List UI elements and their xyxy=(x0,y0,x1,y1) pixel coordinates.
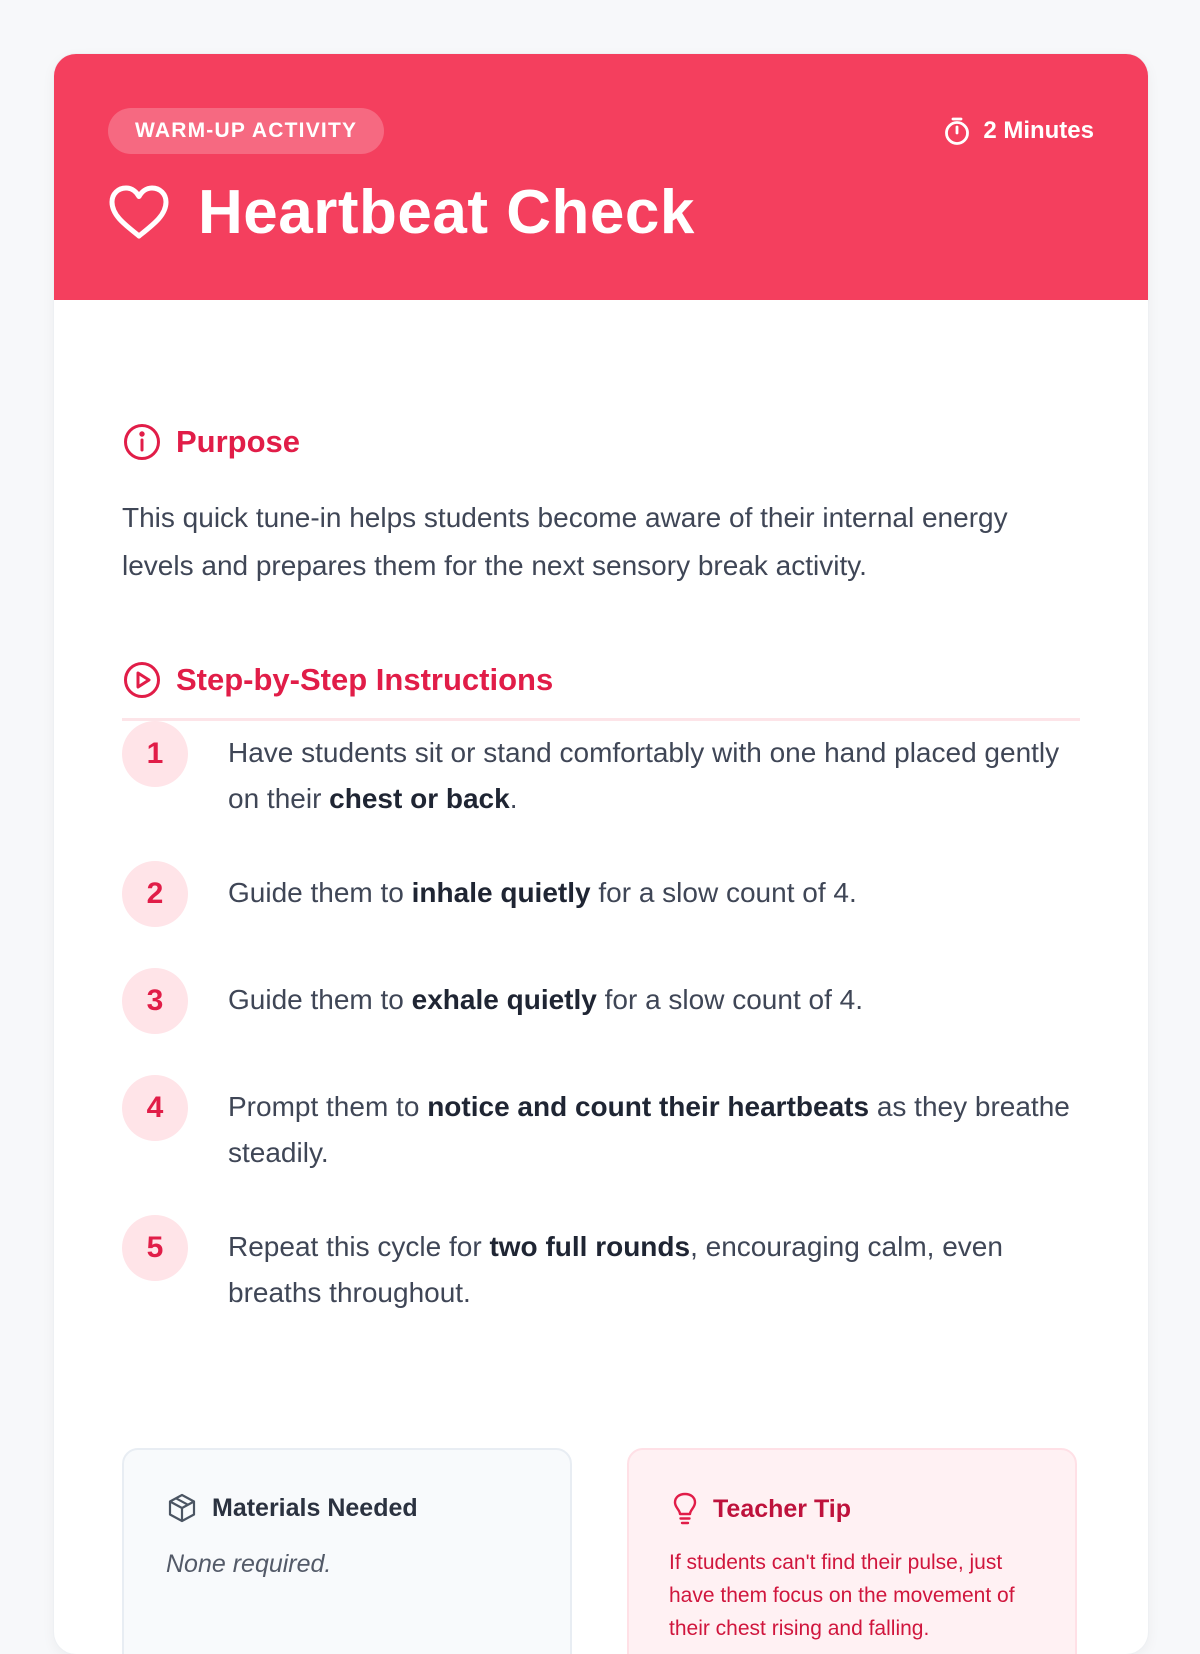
play-circle-icon xyxy=(122,660,162,700)
lightbulb-icon xyxy=(671,1492,699,1526)
step-number-badge: 3 xyxy=(122,968,188,1034)
instructions-heading-text: Step-by-Step Instructions xyxy=(176,662,554,697)
teacher-tip-box xyxy=(627,1448,1077,1654)
purpose-heading-text: Purpose xyxy=(176,424,301,459)
step-number-badge: 4 xyxy=(122,1075,188,1141)
instructions-heading xyxy=(122,660,553,700)
activity-card xyxy=(54,54,1148,1654)
teacher-tip-heading xyxy=(671,1492,851,1526)
info-icon xyxy=(122,422,162,462)
heart-icon xyxy=(108,185,170,241)
materials-text: None required. xyxy=(166,1550,332,1578)
teacher-tip-text: If students can't find their pulse, just have them focus on the movement of their chest rising and falling. xyxy=(669,1551,1015,1640)
timer-icon xyxy=(943,116,971,146)
step-number-badge: 1 xyxy=(122,721,188,787)
step-text: Guide them to inhale quietly for a slow count of 4. xyxy=(228,877,857,908)
materials-box xyxy=(122,1448,572,1654)
duration-label xyxy=(943,113,1094,149)
purpose-text: This quick tune-in helps students become aware of their internal energy levels and prepares them for the next sensory break activity. xyxy=(122,502,1008,581)
section-divider xyxy=(122,718,1080,721)
step-text: Have students sit or stand comfortably with one hand placed gently on their chest or back. xyxy=(228,737,1060,814)
step-text: Guide them to exhale quietly for a slow count of 4. xyxy=(228,984,863,1015)
box-icon xyxy=(166,1492,198,1524)
teacher-tip-heading-text: Teacher Tip xyxy=(713,1494,852,1523)
activity-type-badge: WARM-UP ACTIVITY xyxy=(108,108,384,154)
title-text: Heartbeat Check xyxy=(198,178,695,247)
step-number-badge: 2 xyxy=(122,861,188,927)
step-text: Prompt them to notice and count their heartbeats as they breathe steadily. xyxy=(228,1091,1070,1168)
purpose-heading xyxy=(122,422,300,462)
materials-heading xyxy=(166,1492,418,1524)
card-header xyxy=(54,54,1148,300)
materials-heading-text: Materials Needed xyxy=(212,1493,418,1522)
duration-text: 2 Minutes xyxy=(983,117,1094,144)
step-text: Repeat this cycle for two full rounds, encouraging calm, even breaths throughout. xyxy=(228,1231,1003,1308)
step-number-badge: 5 xyxy=(122,1215,188,1281)
page-title xyxy=(108,178,695,247)
